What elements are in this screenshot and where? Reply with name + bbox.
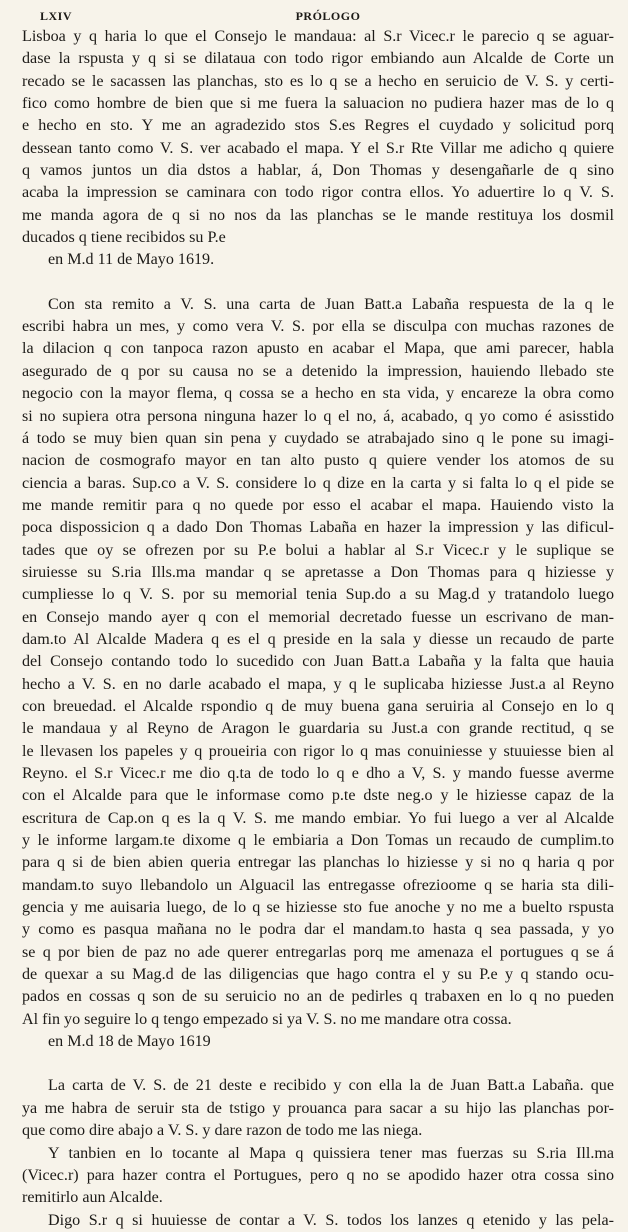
- text-line: fico como hombre de bien que si me fuera la saluacion no pudiera hazer mas de lo q: [22, 95, 614, 113]
- text-line: ya me habra de seruir sta de tstigo y prouanca para sacar a su hijo las planchas por-: [22, 1099, 614, 1117]
- text-line: Y tanbien en lo tocante al Mapa q quissiera tener mas fuerzas su S.ria Ill.ma: [48, 1144, 614, 1162]
- text-line: se q por bien de paz no ade querer entregarlas porq me amenaza el portugues q se á: [22, 943, 614, 961]
- text-line: Lisboa y q haria lo que el Consejo le mandaua: al S.r Vicec.r le parecio q se aguar-: [22, 28, 614, 45]
- text-line: que como dire abajo a V. S. y dare razon de todo me las niega.: [22, 1122, 423, 1140]
- text-line: negocio con la mayor flema, q cossa se a hecho en sta vida, y encareze la obra como: [22, 385, 614, 403]
- text-line: q vamos juntos un dia dstos a hablar, á, Don Thomas y desengañarle de q sino: [22, 162, 614, 180]
- paragraph: [22, 1210, 614, 1232]
- text-line: La carta de V. S. de 21 deste e recibido y con ella la de Juan Batt.a Labaña. que: [48, 1077, 614, 1095]
- text-line: ciencia a baras. Sup.co a V. S. considere lo q dize en la carta y si falta lo q el pide se: [22, 474, 614, 492]
- letter-date: en M.d 18 de Mayo 1619: [48, 1033, 211, 1051]
- text-line: Reyno. el S.r Vicec.r me dio q.ta de todo lo q e dho a V, S. y mando fuesse averme: [22, 765, 614, 782]
- text-line: ducados q tiene recibidos su P.e: [22, 229, 226, 247]
- paragraph-gap: [22, 1053, 614, 1075]
- text-line: y como es pasqua mañana no le podra dar el mandam.to hasta q sea passada, y yo: [22, 921, 614, 939]
- text-line: hecho a V. S. en no darle acabado el mapa, y q le suplicaba hiziesse Just.a al Reyno: [22, 675, 614, 693]
- text-line: siruiesse su S.ria Ills.ma mandar q se apretasse a Don Thomas para q hiziesse y: [22, 563, 614, 581]
- page-number: LXIV: [40, 9, 73, 23]
- page-header: [22, 4, 614, 26]
- text-line: Con sta remito a V. S. una carta de Juan Batt.a Labaña respuesta de la q le: [48, 295, 614, 313]
- body-text: [22, 26, 614, 1232]
- letter-date: en M.d 11 de Mayo 1619.: [48, 251, 215, 269]
- text-line: dase la rspusta y q si se dilataua con todo rigor embiando aun Alcalde de Corte un: [22, 50, 614, 68]
- text-line: (Vicec.r) para hazer contra el Portugues, pero q no se apodido hazer otra cossa sino: [22, 1166, 614, 1184]
- text-line: Digo S.r q si huuiesse de contar a V. S. todos los lanzes q etenido y las pela-: [48, 1211, 614, 1229]
- text-line: nacion de cosmografo mayor en tan alto pusto q quiere vender los atomos de su: [22, 452, 614, 470]
- text-line: pados en cossas q son de su seruicio no an de pedirles q trabaxen en lo q no pueden: [22, 988, 614, 1006]
- text-line: y le informe largam.te dixome q le embiaria a Don Tomas un recaudo de cumplim.to: [22, 832, 614, 850]
- text-line: remitirlo aun Alcalde.: [22, 1189, 163, 1207]
- text-line: me manda agora de q si no nos da las planchas se le mande restituya los dosmil: [22, 206, 614, 224]
- text-line: dam.to Al Alcalde Madera q es el q preside en la sala y diesse un recaudo de parte: [22, 630, 614, 648]
- paragraph: [22, 1143, 614, 1210]
- text-line: gencia y me auisaria luego, de lo q se hiziesse sto fue anoche y no me a buelto rspusta: [22, 899, 614, 917]
- text-line: me mande remitir para q no quede por esso el acabar el mapa. Hauiendo visto la: [22, 496, 614, 514]
- text-line: á todo se muy bien quan sin pena y cuydado se atrabajado sino q le pone su imagi-: [22, 429, 614, 447]
- text-line: para q si de bien abien queria entregar las planchas lo hiziesse y si no q haria q por: [22, 854, 614, 872]
- text-line: dessean tanto como V. S. ver acabado el mapa. Y el S.r Rte Villar me adicho q quiere: [22, 139, 614, 157]
- text-line: Al fin yo seguire lo q tengo empezado si ya V. S. no me mandare otra cossa.: [22, 1010, 512, 1028]
- text-line: en Consejo mando ayer q con el memorial decretado fuesse un escrivano de man-: [22, 608, 614, 626]
- text-line: le mandaua y al Reyno de Aragon le guardaria su Just.a con grande rectitud, q se: [22, 720, 614, 738]
- text-line: con breuedad. el Alcalde rspondio q de muy buena gana seruiria al Consejo en lo q: [22, 697, 614, 715]
- text-line: le llevasen los papeles y q proueiria con rigor lo q mas conuiniesse y stuuiesse bien al: [22, 742, 614, 760]
- text-line: con el Alcalde para que le informase como p.te dste neg.o y le hiziesse capaz de la: [22, 787, 614, 805]
- text-line: poca dispossicion q a dado Don Thomas Labaña en hazer la impression y las dificul-: [22, 519, 614, 537]
- text-line: escritura de Cap.on q es la q V. S. me mando embiar. Yo fui luego a ver al Alcalde: [22, 809, 614, 827]
- running-title: PRÓLOGO: [295, 9, 361, 23]
- paragraph: [22, 1075, 614, 1142]
- paragraph-gap: [22, 272, 614, 294]
- text-line: mandam.to suyo llebandolo un Alguacil las entregasse ofrezioome q se haria sta dili-: [22, 876, 614, 894]
- text-line: la dilacion q con tanpoca razon apusto en acabar el Mapa, que ami parecer, habla: [22, 340, 614, 358]
- text-line: recado se le sacassen las planchas, sto es lo q se a hecho en seruicio de V. S. y certi-: [22, 72, 614, 90]
- paragraph: [22, 294, 614, 1054]
- text-line: asegurado de q por su causa no se a detenido la impression, hauiendo llebado ste: [22, 362, 614, 380]
- text-line: e hecho en sto. Y me an agradezido stos S.es Regres el cuydado y solicitud porq: [22, 117, 614, 135]
- text-line: si no supiera otra persona ninguna hazer lo q el no, á, acabado, q yo como é asisstido: [22, 407, 614, 425]
- text-line: del Consejo contando todo lo sucedido con Juan Batt.a Labaña y la falta que hauia: [22, 653, 614, 671]
- text-line: tades que oy se ofrezen por su P.e bolui a hablar al S.r Vicec.r y le suplique se: [22, 541, 614, 559]
- text-line: acaba la impression se caminara con todo rigor contra ellos. Yo aduertire lo q V. S.: [22, 184, 614, 202]
- text-line: de quexar a su Mag.d de las diligencias que hago contra el y su P.e y q stando ocu-: [22, 966, 614, 984]
- paragraph: [22, 26, 614, 272]
- text-line: escribi habra un mes, y como vera V. S. por ella se disculpa con muchas razones de: [22, 318, 614, 336]
- text-line: cumpliesse lo q V. S. por su memorial tenia Sup.do a su Mag.d y tratandolo luego: [22, 586, 614, 604]
